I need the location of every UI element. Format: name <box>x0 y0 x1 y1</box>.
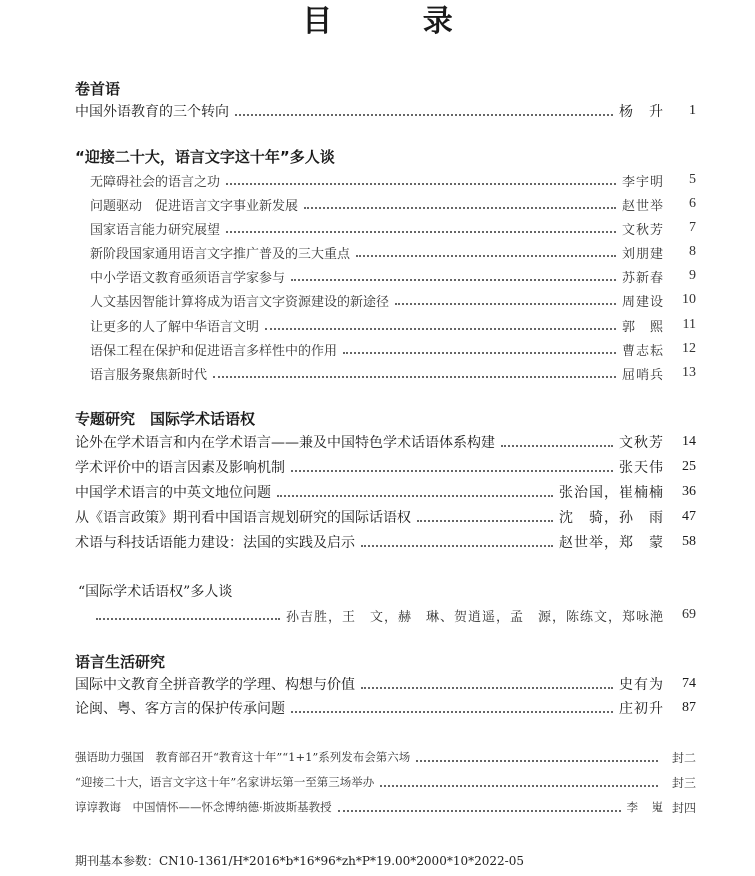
entry-page: 13 <box>682 365 696 380</box>
entry-title: 中国外语教育的三个转向 <box>75 104 229 120</box>
entry-title: 国际中文教育全拼音教学的学理、构想与价值 <box>75 677 355 693</box>
entry-author: 庄初升 <box>619 701 664 717</box>
dot-leader <box>304 206 616 209</box>
entry-page: 25 <box>682 459 696 474</box>
entry-title: 无障碍社会的语言之功 <box>90 174 221 190</box>
toc-entry[interactable] <box>75 431 696 453</box>
dot-leader <box>291 278 616 281</box>
page-title: 目 录 <box>302 4 493 39</box>
entry-title: 新阶段国家通用语言文字推广普及的三大重点 <box>90 246 351 262</box>
entry-page: 14 <box>682 434 696 449</box>
dot-leader <box>291 469 613 472</box>
dot-leader <box>395 302 616 305</box>
subforum-heading: “国际学术话语权”多人谈 <box>78 584 233 600</box>
entry-author: 苏新春 <box>621 270 664 286</box>
entry-author: 曹志耘 <box>621 343 664 359</box>
toc-entry[interactable] <box>75 697 696 719</box>
entry-author: 沈 骑，孙 雨 <box>559 510 664 526</box>
section-heading-special: 专题研究 国际学术话语权 <box>75 410 256 428</box>
entry-title: 学术评价中的语言因素及影响机制 <box>75 460 285 476</box>
dot-leader <box>417 519 553 522</box>
entry-title: 术语与科技话语能力建设：法国的实践及启示 <box>75 535 355 551</box>
entry-title: 强语助力强国 教育部召开“教育这十年”“1+1”系列发布会第六场 <box>75 750 411 764</box>
toc-entry[interactable] <box>90 314 696 336</box>
entry-author: 张治国，崔楠楠 <box>559 485 664 501</box>
toc-entry[interactable] <box>75 746 696 768</box>
toc-entry[interactable] <box>90 193 696 215</box>
entry-page: 7 <box>689 220 696 235</box>
dot-leader <box>226 230 616 233</box>
entry-author: 文秋芳 <box>621 222 664 238</box>
entry-title: 让更多的人了解中华语言文明 <box>90 319 260 335</box>
dot-leader <box>361 686 613 689</box>
entry-title: 语言服务聚焦新时代 <box>90 367 208 383</box>
toc-entry[interactable] <box>90 217 696 239</box>
dot-leader <box>265 327 616 330</box>
entry-page: 87 <box>682 700 696 715</box>
entry-page: 5 <box>689 172 696 187</box>
dot-leader <box>380 784 658 787</box>
entry-page: 47 <box>682 509 696 524</box>
entry-author: 刘朋建 <box>621 246 664 262</box>
dot-leader <box>343 351 616 354</box>
dot-leader <box>96 617 280 620</box>
toc-entry[interactable] <box>75 456 696 478</box>
entry-title: 人文基因智能计算将成为语言文字资源建设的新途径 <box>90 294 390 310</box>
entry-author: 郭 熙 <box>621 319 664 335</box>
dot-leader <box>213 375 616 378</box>
dot-leader <box>416 759 658 762</box>
dot-leader <box>361 544 553 547</box>
entry-author: 李宇明 <box>621 174 664 190</box>
entry-title: 问题驱动 促进语言文字事业新发展 <box>90 198 299 214</box>
section-heading-life: 语言生活研究 <box>75 653 166 671</box>
dot-leader <box>338 809 621 812</box>
entry-page: 69 <box>682 607 696 622</box>
journal-parameters: 期刊基本参数：CN10-1361/H*2016*b*16*96*zh*P*19.00*2000*10*2022-05 <box>75 854 524 868</box>
entry-page: 8 <box>689 244 696 259</box>
entry-page: 6 <box>689 196 696 211</box>
section-heading-forum: “迎接二十大，语言文字这十年”多人谈 <box>75 148 335 166</box>
entry-title: 论闽、粤、客方言的保护传承问题 <box>75 701 285 717</box>
entry-author: 孙吉胜，王 文，赫 琳、贺逍遥，孟 源，陈练文，郑咏滟 <box>285 609 664 625</box>
toc-entry[interactable] <box>75 673 696 695</box>
entry-author: 周建设 <box>621 294 664 310</box>
toc-entry[interactable] <box>90 289 696 311</box>
entry-title: 中国学术语言的中英文地位问题 <box>75 485 271 501</box>
toc-entry[interactable] <box>75 796 696 818</box>
entry-title: 论外在学术语言和内在学术语言——兼及中国特色学术话语体系构建 <box>75 435 495 451</box>
entry-page: 9 <box>689 268 696 283</box>
toc-entry[interactable] <box>90 265 696 287</box>
toc-entry[interactable] <box>90 169 696 191</box>
toc-entry[interactable] <box>75 531 696 553</box>
dot-leader <box>277 494 553 497</box>
entry-page: 封三 <box>671 775 696 790</box>
entry-author: 赵世举 <box>621 198 664 214</box>
entry-author: 李 嵬 <box>626 800 664 814</box>
entry-author: 杨 升 <box>619 104 664 120</box>
dot-leader <box>235 113 613 116</box>
entry-page: 58 <box>682 534 696 549</box>
entry-author: 屈哨兵 <box>621 367 664 383</box>
entry-title: 中小学语文教育亟须语言学家参与 <box>90 270 286 286</box>
toc-entry[interactable] <box>90 338 696 360</box>
dot-leader <box>226 182 616 185</box>
entry-author: 史有为 <box>619 677 664 693</box>
entry-title: 谆谆教诲 中国情怀——怀念博纳德·斯波斯基教授 <box>75 800 332 814</box>
entry-title: 语保工程在保护和促进语言多样性中的作用 <box>90 343 338 359</box>
entry-author: 张天伟 <box>619 460 664 476</box>
entry-page: 36 <box>682 484 696 499</box>
toc-entry[interactable] <box>90 604 696 626</box>
entry-author: 文秋芳 <box>619 435 664 451</box>
entry-page: 封二 <box>671 750 696 765</box>
toc-entry[interactable] <box>75 771 696 793</box>
section-heading-preface: 卷首语 <box>75 80 121 98</box>
toc-entry[interactable] <box>75 506 696 528</box>
entry-title: 从《语言政策》期刊看中国语言规划研究的国际话语权 <box>75 510 411 526</box>
toc-entry[interactable] <box>75 100 696 122</box>
entry-page: 12 <box>682 341 696 356</box>
entry-page: 1 <box>689 103 696 118</box>
entry-author: 赵世举，郑 蒙 <box>559 535 664 551</box>
entry-title: 国家语言能力研究展望 <box>90 222 221 238</box>
entry-page: 74 <box>682 676 696 691</box>
entry-title: “迎接二十大，语言文字这十年”名家讲坛第一至第三场举办 <box>75 775 375 789</box>
entry-page: 封四 <box>671 800 696 815</box>
dot-leader <box>356 254 616 257</box>
toc-entry[interactable] <box>75 481 696 503</box>
toc-entry[interactable] <box>90 362 696 384</box>
entry-page: 11 <box>682 317 696 332</box>
dot-leader <box>501 444 613 447</box>
entry-page: 10 <box>682 292 696 307</box>
dot-leader <box>291 710 613 713</box>
toc-entry[interactable] <box>90 241 696 263</box>
